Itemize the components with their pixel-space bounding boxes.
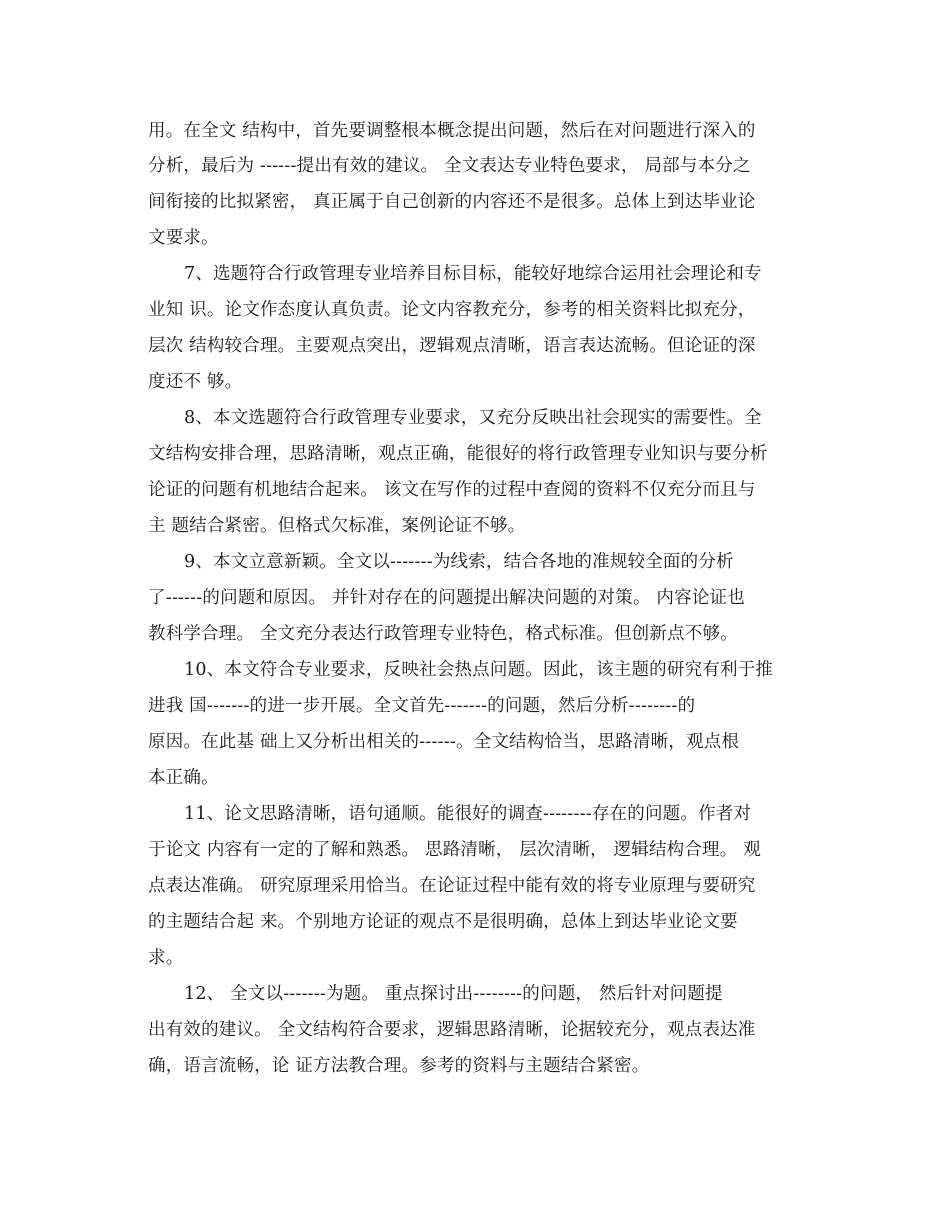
text-line: 教科学合理。 全文充分表达行政管理专业特色，格式标准。但创新点不够。 <box>148 624 738 644</box>
text-line: 本正确。 <box>148 768 219 788</box>
text-line: 主 题结合紧密。但格式欠标准，案例论证不够。 <box>148 516 526 536</box>
text-line: 度还不 够。 <box>148 372 243 392</box>
text-line: 出有效的建议。 全文结构符合要求，逻辑思路清晰，论据较充分，观点表达准 <box>148 1020 756 1040</box>
text-line: 论证的问题有机地结合起来。 该文在写作的过程中查阅的资料不仅充分而且与 <box>148 480 756 500</box>
paragraph-12-start: 12、 全文以-------为题。 重点探讨出--------的问题， 然后针对问题提 <box>184 984 723 1004</box>
text-line: 点表达准确。 研究原理采用恰当。在论证过程中能有效的将专业原理与要研究 <box>148 876 756 896</box>
text-line: 分析，最后为 ------提出有效的建议。 全文表达专业特色要求， 局部与本分之 <box>148 156 751 176</box>
text-line: 业知 识。论文作态度认真负责。论文内容教充分，参考的相关资料比拟充分， <box>148 300 756 320</box>
paragraph-7-start: 7、选题符合行政管理专业培养目标目标，能较好地综合运用社会理论和专 <box>184 264 762 284</box>
text-line: 用。在全文 结构中，首先要调整根本概念提出问题，然后在对问题进行深入的 <box>148 121 756 141</box>
text-line: 求。 <box>148 948 184 968</box>
paragraph-8-start: 8、本文选题符合行政管理专业要求，又充分反映出社会现实的需要性。全 <box>184 408 762 428</box>
paragraph-11-start: 11、论文思路清晰，语句通顺。能很好的调查--------存在的问题。作者对 <box>184 804 752 824</box>
text-line: 的主题结合起 来。个别地方论证的观点不是很明确，总体上到达毕业论文要 <box>148 912 738 932</box>
text-line: 原因。在此基 础上又分析出相关的------。全文结构恰当，思路清晰，观点根 <box>148 732 740 752</box>
text-line: 间衔接的比拟紧密， 真正属于自己创新的内容还不是很多。总体上到达毕业论 <box>148 192 756 212</box>
text-line: 层次 结构较合理。主要观点突出，逻辑观点清晰，语言表达流畅。但论证的深 <box>148 336 756 356</box>
text-line: 于论文 内容有一定的了解和熟悉。 思路清晰， 层次清晰， 逻辑结构合理。 观 <box>148 840 761 860</box>
text-line: 了------的问题和原因。 并针对存在的问题提出解决问题的对策。 内容论证也 <box>148 588 745 608</box>
text-line: 进我 国-------的进一步开展。全文首先-------的问题，然后分析--------的 <box>148 696 696 716</box>
text-line: 文结构安排合理，思路清晰，观点正确，能很好的将行政管理专业知识与要分析 <box>148 444 768 464</box>
paragraph-10-start: 10、本文符合专业要求，反映社会热点问题。因此，该主题的研究有利于推 <box>184 660 774 680</box>
text-line: 文要求。 <box>148 228 219 248</box>
text-line: 确，语言流畅，论 证方法教合理。参考的资料与主题结合紧密。 <box>148 1056 650 1076</box>
paragraph-9-start: 9、本文立意新颖。全文以-------为线索，结合各地的准规较全面的分析 <box>184 552 734 572</box>
